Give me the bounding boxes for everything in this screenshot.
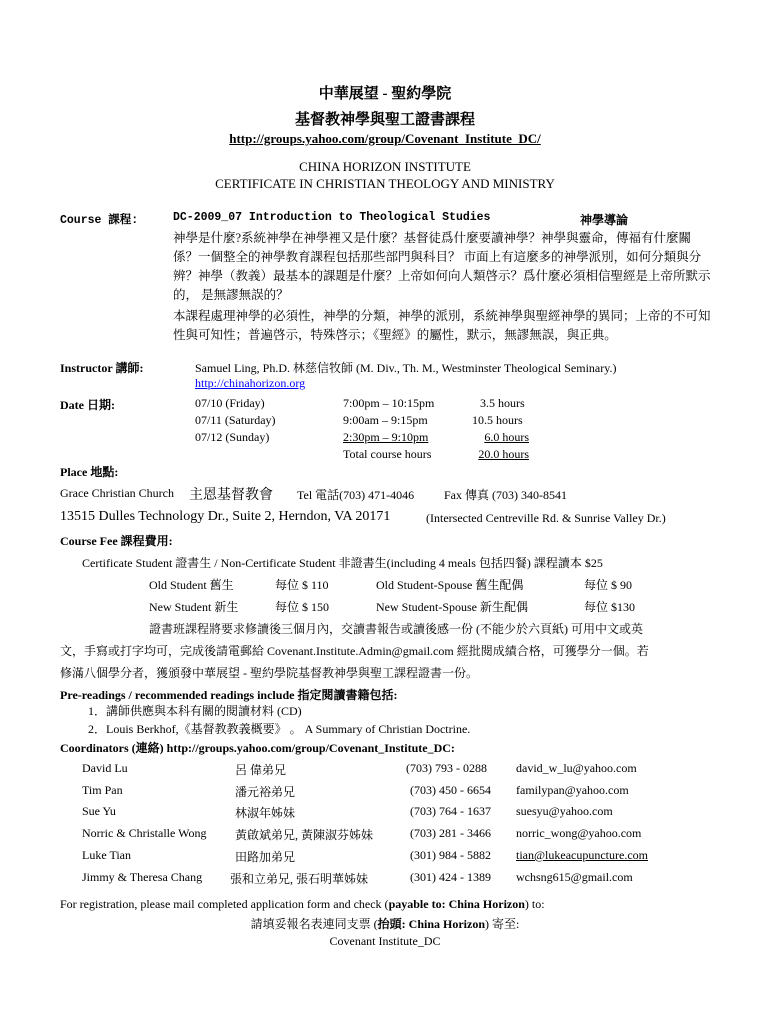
certificate-requirement-3: 修滿八個學分者，獲頒發中華展望 - 聖約學院基督教神學與聖工課程證書一份。 [60, 666, 478, 680]
schedule-hours-3: 6.0 hours [484, 430, 529, 444]
fee-label: Course Fee 課程費用: [60, 534, 173, 548]
schedule-hours-1: 3.5 hours [480, 396, 525, 410]
coordinator-email[interactable]: familypan@yahoo.com [516, 783, 629, 797]
fee-old-spouse: Old Student-Spouse 舊生配偶 [376, 578, 524, 592]
header-url-text[interactable]: http://groups.yahoo.com/group/Covenant_Institute_DC/ [229, 131, 541, 146]
coordinators-label: Coordinators (連絡) http://groups.yahoo.com/group/Covenant_Institute_DC: [60, 741, 455, 755]
coordinator-name: Sue Yu [82, 804, 116, 818]
coordinator-email[interactable]: david_w_lu@yahoo.com [516, 761, 637, 775]
coordinator-phone: (301) 984 - 5882 [410, 848, 491, 862]
instructor-name: Samuel Ling, Ph.D. 林慈信牧師 (M. Div., Th. M., Westminster Theological Seminary.) [195, 361, 617, 375]
place-label: Place 地點: [60, 465, 119, 479]
title-cn-2: 基督教神學與聖工證書課程 [294, 112, 475, 128]
schedule-date-2: 07/11 (Saturday) [195, 413, 276, 427]
registration-payable-cn: 抬頭: China Horizon [377, 917, 485, 931]
coordinator-name: Norric & Christalle Wong [82, 826, 207, 840]
schedule-time-1: 7:00pm – 10:15pm [343, 396, 435, 410]
registration-address: Covenant Institute_DC [329, 934, 441, 948]
coordinator-email[interactable]: norric_wong@yahoo.com [516, 826, 642, 840]
church-address: 13515 Dulles Technology Dr., Suite 2, Herndon, VA 20171 [60, 509, 391, 524]
schedule-time-2: 9:00am – 9:15pm [343, 413, 428, 427]
fee-new-student-price: 每位 $ 150 [275, 600, 330, 614]
header-url[interactable] [0, 131, 770, 147]
course-label: Course 課程: [60, 214, 139, 227]
registration-line-2-post: ) 寄至: [485, 917, 520, 931]
coordinator-email[interactable]: wchsng615@gmail.com [516, 870, 633, 884]
fee-new-spouse-price: 每位 $130 [584, 600, 636, 614]
fee-old-student: Old Student 舊生 [149, 578, 234, 592]
registration-line-1 [60, 897, 545, 912]
fee-new-student: New Student 新生 [149, 600, 239, 614]
registration-line-1-post: ) to: [524, 897, 545, 911]
course-description-2: 本課程處理神學的必須性，神學的分類，神學的派別，系統神學與聖經神學的異同；上帝的不可知性與可知性；普遍啓示，特殊啓示；《聖經》的屬性，默示，無謬無誤，與正典。 [173, 309, 711, 342]
coordinator-name-cn: 潘元裕弟兄 [235, 785, 296, 799]
title-en-1: CHINA HORIZON INSTITUTE [299, 159, 471, 174]
coordinator-name: Tim Pan [82, 783, 123, 797]
coordinator-email[interactable]: suesyu@yahoo.com [516, 804, 613, 818]
coordinator-name-cn: 黃啟斌弟兄, 黃陳淑芬姊妹 [235, 828, 374, 842]
coordinator-name-cn: 田路加弟兄 [235, 850, 296, 864]
registration-payable: payable to: China Horizon [388, 897, 525, 911]
fee-old-student-price: 每位 $ 110 [275, 578, 329, 592]
title-en-2: CERTIFICATE IN CHRISTIAN THEOLOGY AND MINISTRY [215, 176, 555, 191]
certificate-requirement-1: 證書班課程將要求修讀後三個月內，交讀書報告或讀後感一份 (不能少於六頁紙) 可用中文或英 [149, 622, 643, 636]
fee-intro: Certificate Student 證書生 / Non-Certificate Student 非證書生(including 4 meals 包括四餐) 課程讀本 $25 [82, 556, 603, 570]
instructor-link[interactable]: http://chinahorizon.org [195, 376, 306, 390]
coordinator-name-cn: 呂 偉弟兄 [235, 763, 287, 777]
schedule-date-3: 07/12 (Sunday) [195, 430, 270, 444]
instructor-link-wrap[interactable] [195, 376, 305, 391]
registration-line-1-pre: For registration, please mail completed application form and check ( [60, 897, 389, 911]
coordinator-phone: (703) 793 - 0288 [406, 761, 487, 775]
coordinator-phone: (703) 281 - 3466 [410, 826, 491, 840]
coordinator-name: Luke Tian [82, 848, 132, 862]
title-cn-1: 中華展望 - 聖約學院 [318, 86, 452, 102]
reading-item-1: 1．講師供應與本科有關的閱讀材料 (CD) [88, 704, 302, 718]
registration-line-2-pre: 請填妥報名表連同支票 ( [250, 917, 378, 931]
course-description-1: 神學是什麼?系統神學在神學裡又是什麼？基督徒爲什麼要讀神學？神學與靈命，傳福有什麼關係？一個整全的神學教育課程包括那些部門與科目？ 市面上有這麼多的神學派別，如何分類與分辨？神學（教義）最基本的課題是什麼？上帝如何向人類啓示？爲什麼必須相信聖經是上帝所默示的， 是無謬無誤的？ [173, 231, 711, 302]
total-hours-label: Total course hours [343, 447, 432, 461]
course-code: DC-2009_07 Introduction to Theological Studies [173, 211, 491, 224]
church-fax: Fax 傳真 (703) 340-8541 [444, 488, 567, 502]
church-cn: 主恩基督教會 [189, 488, 273, 503]
church-en: Grace Christian Church [60, 486, 174, 500]
coordinator-name-cn: 林淑年姊妹 [235, 806, 296, 820]
schedule-time-3: 2:30pm – 9:10pm [343, 430, 429, 444]
coordinator-phone: (703) 450 - 6654 [410, 783, 491, 797]
fee-new-spouse: New Student-Spouse 新生配偶 [376, 600, 528, 614]
fee-old-spouse-price: 每位 $ 90 [584, 578, 633, 592]
course-name-cn: 神學導論 [580, 213, 629, 227]
coordinator-name-cn: 張和立弟兄, 張石明華姊妹 [230, 872, 369, 886]
readings-label: Pre-readings / recommended readings include 指定閱讀書籍包括: [60, 688, 398, 702]
total-hours-value: 20.0 hours [478, 447, 529, 461]
church-tel: Tel 電話(703) 471-4046 [297, 488, 415, 502]
schedule-hours-2: 10.5 hours [472, 413, 523, 427]
coordinator-phone: (703) 764 - 1637 [410, 804, 491, 818]
coordinator-name: Jimmy & Theresa Chang [82, 870, 203, 884]
registration-line-2 [0, 915, 770, 932]
coordinator-name: David Lu [82, 761, 128, 775]
coordinator-email[interactable]: tian@lukeacupuncture.com [516, 848, 648, 862]
reading-item-2: 2．Louis Berkhof,《基督教教義概要》 。 A Summary of Christian Doctrine. [88, 722, 471, 736]
date-label: Date 日期: [60, 398, 115, 412]
coordinator-phone: (301) 424 - 1389 [410, 870, 491, 884]
certificate-requirement-2: 文，手寫或打字均可，完成後請電郵給 Covenant.Institute.Admin@gmail.com 經批閱成績合格，可獲學分一個。若 [60, 644, 649, 658]
church-intersection: (Intersected Centreville Rd. & Sunrise Valley Dr.) [426, 511, 666, 525]
instructor-label: Instructor 講師: [60, 361, 144, 375]
schedule-date-1: 07/10 (Friday) [195, 396, 265, 410]
